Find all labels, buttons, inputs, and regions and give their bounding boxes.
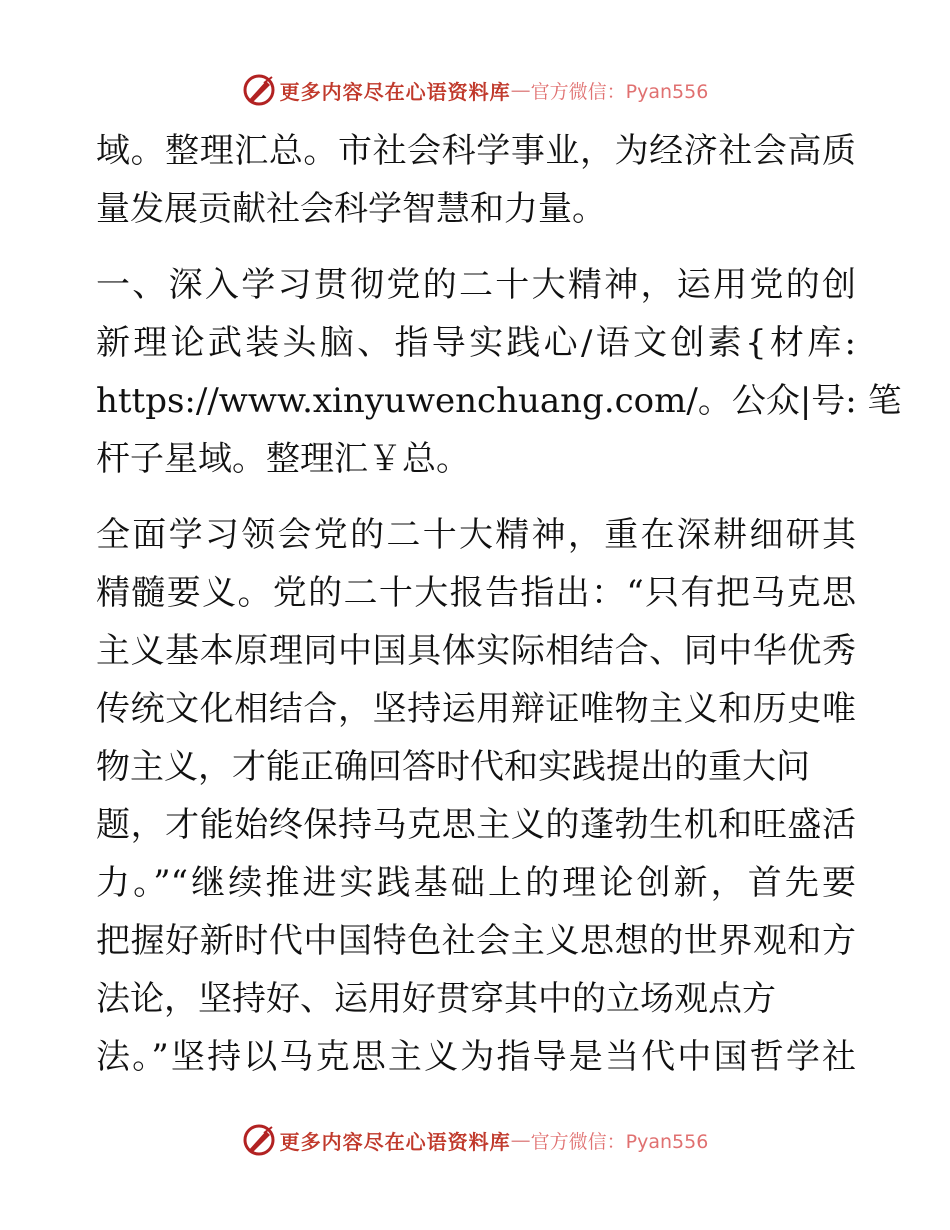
text-line: 把握好新时代中国特色社会主义思想的世界观和方 [96,921,856,961]
document-body [96,122,902,1086]
text-line: 一、深入学习贯彻党的二十大精神，运用党的创 [96,265,856,305]
text-line: 精髓要义。党的二十大报告指出：“只有把马克思 [96,573,856,613]
text-line: 法。”坚持以马克思主义为指导是当代中国哲学社 [96,1037,856,1077]
text-line: 物主义，才能正确回答时代和实践提出的重大问 [96,747,810,787]
text-line: 法论，坚持好、运用好贯穿其中的立场观点方 [96,979,776,1019]
text-line: 力。”“继续推进实践基础上的理论创新，首先要 [96,863,856,903]
banner-separator: — [510,1128,531,1152]
paragraph [96,122,856,238]
quill-logo-icon [242,73,276,107]
text-line: 全面学习领会党的二十大精神，重在深耕细研其 [96,515,856,555]
header-banner [0,70,950,110]
banner-contact: 官方微信：Pyan556 [530,80,709,103]
footer-banner [0,1120,950,1160]
banner-separator: — [510,78,531,102]
text-line: 域。整理汇总。市社会科学事业，为经济社会高质 [96,131,856,171]
banner-title: 更多内容尽在心语资料库 [279,79,511,104]
text-line: 杆子星域。整理汇￥总。 [96,439,470,479]
text-line: 主义基本原理同中国具体实际相结合、同中华优秀 [96,631,856,671]
quill-logo-icon [242,1123,276,1157]
banner-title: 更多内容尽在心语资料库 [279,1129,511,1154]
paragraph [96,256,902,488]
text-line: 新理论武装头脑、指导实践心/语文创素{材库: [96,323,856,363]
paragraph [96,506,856,1086]
banner-contact: 官方微信：Pyan556 [530,1130,709,1153]
text-line: 传统文化相结合，坚持运用辩证唯物主义和历史唯 [96,689,856,729]
text-line: 题，才能始终保持马克思主义的蓬勃生机和旺盛活 [96,805,856,845]
text-line: 量发展贡献社会科学智慧和力量。 [96,189,606,229]
text-line: https://www.xinyuwenchuang.com/。公众|号: 笔 [96,381,902,421]
